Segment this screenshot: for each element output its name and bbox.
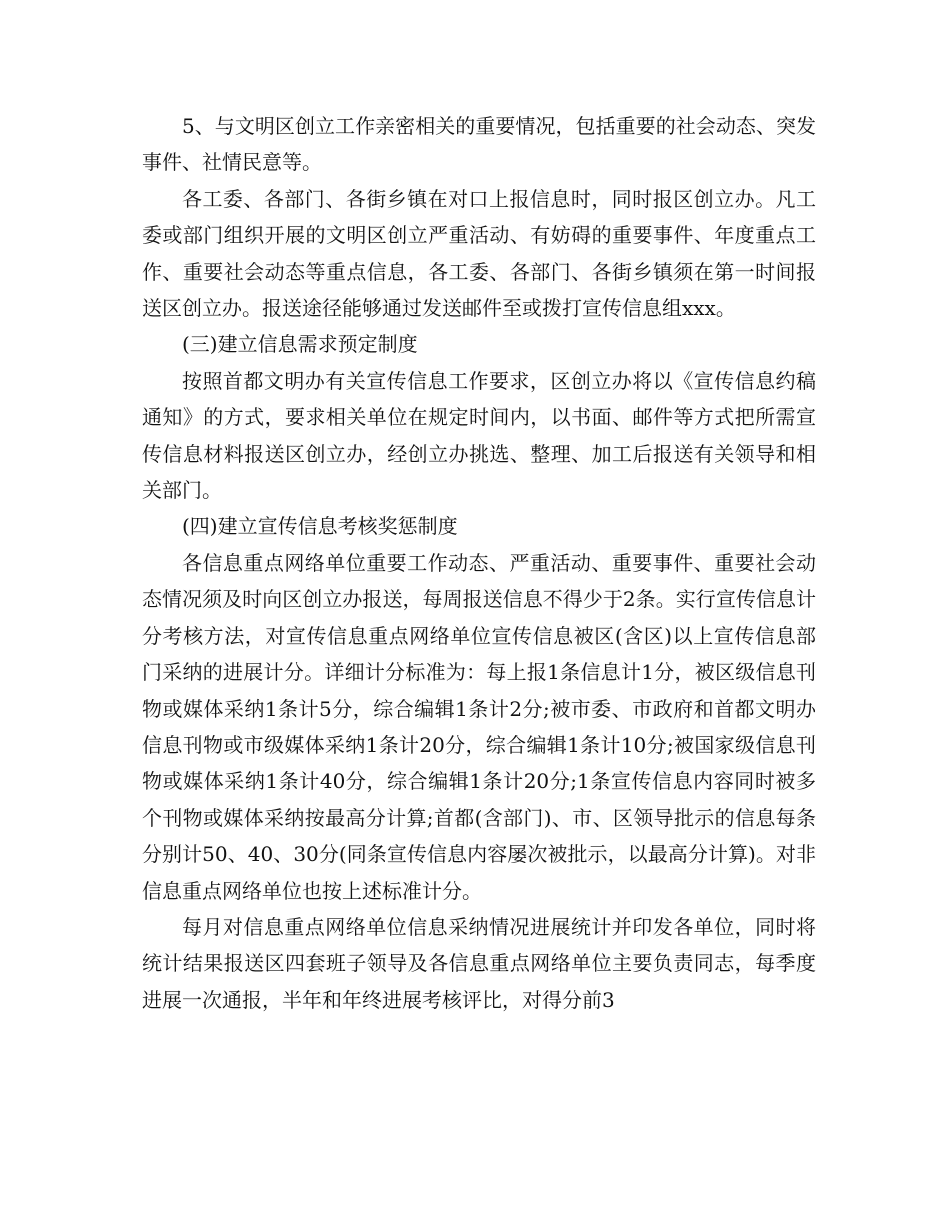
section-heading-3: (三)建立信息需求预定制度 — [182, 332, 418, 357]
paragraph-reporting: 各工委、各部门、各街乡镇在对口上报信息时，同时报区创立办。凡工委或部门组织开展的文明区创立严重活动、有妨碍的重要事件、年度重点工作、重要社会动态等重点信息，各工委、各部门、各街乡镇须在第一时间报送区创立办。报送途径能够通过发送邮件至或拨打宣传信息组xxx。 — [142, 186, 816, 321]
paragraph-item-5: 5、与文明区创立工作亲密相关的重要情况，包括重要的社会动态、突发事件、社情民意等。 — [142, 114, 816, 175]
paragraph-monthly-stats: 每月对信息重点网络单位信息采纳情况进展统计并印发各单位，同时将统计结果报送区四套班子领导及各信息重点网络单位主要负责同志，每季度进展一次通报，半年和年终进展考核评比，对得分前3 — [142, 914, 816, 1012]
paragraph-demand-schedule: 按照首都文明办有关宣传信息工作要求，区创立办将以《宣传信息约稿通知》的方式，要求相关单位在规定时间内，以书面、邮件等方式把所需宣传信息材料报送区创立办，经创立办挑选、整理、加工后报送有关领导和相关部门。 — [142, 368, 816, 503]
section-heading-4: (四)建立宣传信息考核奖惩制度 — [182, 514, 458, 539]
document-body — [142, 108, 816, 1018]
paragraph-scoring: 各信息重点网络单位重要工作动态、严重活动、重要事件、重要社会动态情况须及时向区创立办报送，每周报送信息不得少于2条。实行宣传信息计分考核方法，对宣传信息重点网络单位宣传信息被区(含区)以上宣传信息部门采纳的进展计分。详细计分标准为：每上报1条信息计1分，被区级信息刊物或媒体采纳1条计5分，综合编辑1条计2分;被市委、市政府和首都文明办信息刊物或市级媒体采纳1条计20分，综合编辑1条计10分;被国家级信息刊物或媒体采纳1条计40分，综合编辑1条计20分;1条宣传信息内容同时被多个刊物或媒体采纳按最高分计算;首都(含部门)、市、区领导批示的信息每条分别计50、40、30分(同条宣传信息内容屡次被批示，以最高分计算)。对非信息重点网络单位也按上述标准计分。 — [142, 550, 816, 903]
